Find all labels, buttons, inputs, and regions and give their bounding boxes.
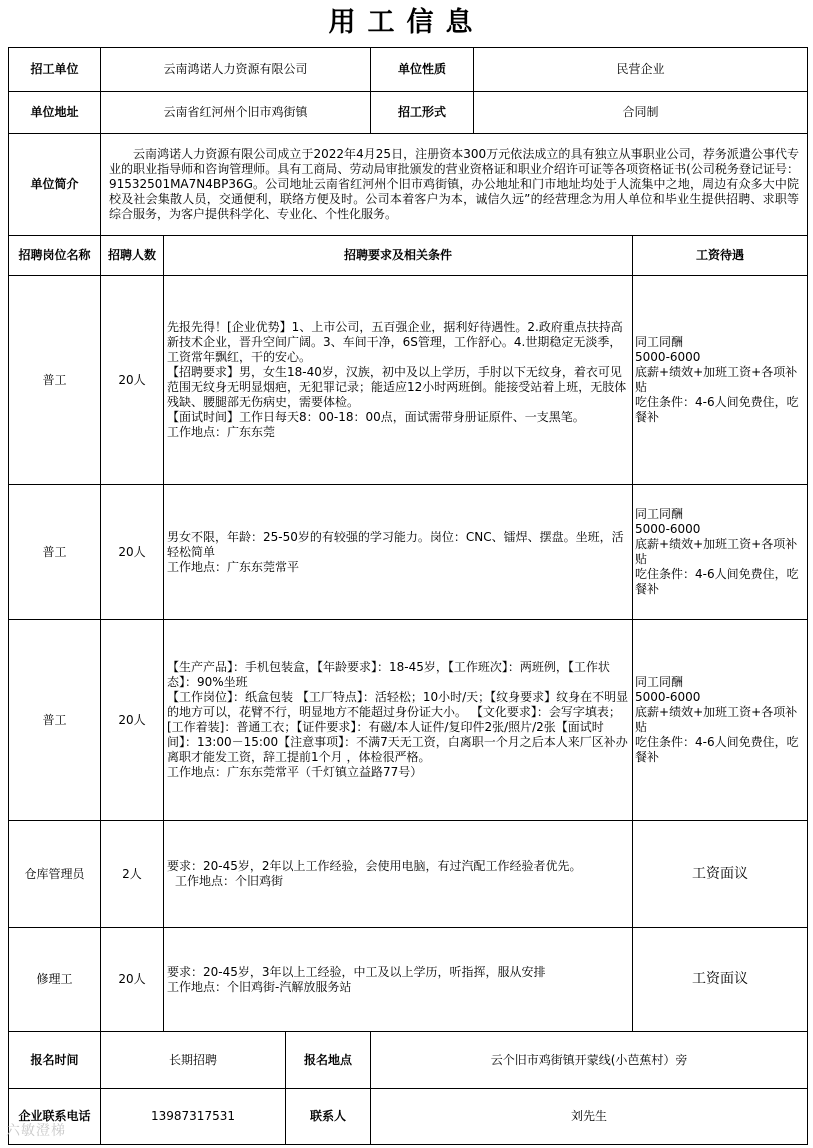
salary-line: 吃住条件：4-6人间免费住，吃餐补 bbox=[635, 735, 799, 764]
job-count: 20人 bbox=[101, 928, 164, 1032]
job-position: 普工 bbox=[9, 485, 101, 620]
job-salary bbox=[633, 620, 808, 821]
contact-row bbox=[9, 1089, 808, 1145]
job-count: 20人 bbox=[101, 276, 164, 485]
salary-line: 吃住条件：4-6人间免费住，吃餐补 bbox=[635, 567, 799, 596]
job-salary bbox=[633, 485, 808, 620]
job-position: 普工 bbox=[9, 276, 101, 485]
phone-label: 企业联系电话 bbox=[9, 1089, 101, 1145]
company-name: 云南鸿诺人力资源有限公司 bbox=[101, 48, 371, 92]
job-requirements bbox=[164, 276, 633, 485]
jobs-header-row bbox=[9, 236, 808, 276]
work-location: 工作地点：个旧鸡街 bbox=[175, 874, 284, 888]
salary-line: 吃住条件：4-6人间免费住，吃餐补 bbox=[635, 395, 799, 424]
signup-row bbox=[9, 1032, 808, 1089]
job-requirements bbox=[164, 485, 633, 620]
job-salary: 工资面议 bbox=[633, 928, 808, 1032]
salary-line: 同工同酬 bbox=[635, 335, 684, 349]
job-count: 20人 bbox=[101, 620, 164, 821]
salary-range: 5000-6000 bbox=[635, 350, 701, 364]
requirement-line: 要求：20-45岁，3年以上工经验，中工及以上学历，听指挥，服从安排 bbox=[167, 964, 546, 979]
contact-person: 刘先生 bbox=[371, 1089, 808, 1145]
work-location: 工作地点：广东东莞常平 bbox=[167, 559, 300, 574]
requirement-line: 【工作岗位】：纸盒包装 【工厂特点】：活轻松；10小时/天；【纹身要求】纹身在不明显的地方可以，花臂不行，明显地方不能超过身份证大小。 【文化要求】：会写字填表；[工作着装]：普通工衣；【证件要求】：有磁/本人证件/复印件2张/照片/2张【面试时间】：13:00－15:00【注意事项】：不满7天无工资，白离职一个月之后本人来厂区补办离职才能发工资，辞工提前1个月 ，体检很严格。 bbox=[167, 690, 629, 764]
salary-line: 底薪+绩效+加班工资+各项补贴 bbox=[635, 365, 798, 394]
signup-time: 长期招聘 bbox=[101, 1032, 286, 1089]
requirement-line: 【面试时间】工作日每天8：00-18：00点，面试需带身册证原件、一支黑笔。 bbox=[167, 410, 585, 424]
salary-line: 同工同酬 bbox=[635, 507, 684, 521]
work-location: 工作地点：广东东莞常平（千灯镇立益路77号） bbox=[167, 765, 423, 779]
job-requirements bbox=[164, 821, 633, 928]
job-count: 20人 bbox=[101, 485, 164, 620]
job-row bbox=[9, 620, 808, 821]
requirement-line: 要求：20-45岁，2年以上工作经验，会使用电脑，有过汽配工作经验者优先。 bbox=[167, 859, 582, 873]
job-position: 普工 bbox=[9, 620, 101, 821]
contact-label: 联系人 bbox=[286, 1089, 371, 1145]
salary-range: 5000-6000 bbox=[635, 690, 701, 704]
company-name-row bbox=[9, 48, 808, 92]
job-requirements bbox=[164, 620, 633, 821]
phone-number: 13987317531 bbox=[101, 1089, 286, 1145]
work-location: 工作地点：广东东莞 bbox=[167, 425, 276, 439]
count-header: 招聘人数 bbox=[101, 236, 164, 276]
salary-range: 5000-6000 bbox=[635, 522, 701, 536]
job-position: 修理工 bbox=[9, 928, 101, 1032]
hiring-form: 合同制 bbox=[474, 92, 808, 134]
company-nature: 民营企业 bbox=[474, 48, 808, 92]
signup-time-label: 报名时间 bbox=[9, 1032, 101, 1089]
signup-place: 云个旧市鸡街镇开蒙线(小芭蕉村）旁 bbox=[371, 1032, 808, 1089]
salary-line: 底薪+绩效+加班工资+各项补贴 bbox=[635, 705, 798, 734]
requirements-header: 招聘要求及相关条件 bbox=[164, 236, 633, 276]
page-title: 用工信息 bbox=[328, 7, 485, 38]
company-address: 云南省红河州个旧市鸡街镇 bbox=[101, 92, 371, 134]
hiring-form-label: 招工形式 bbox=[371, 92, 474, 134]
company-nature-label: 单位性质 bbox=[371, 48, 474, 92]
company-address-row bbox=[9, 92, 808, 134]
company-address-label: 单位地址 bbox=[9, 92, 101, 134]
job-row bbox=[9, 276, 808, 485]
requirement-line: 【招聘要求】男，女生18-40岁，汉族，初中及以上学历，手肘以下无纹身，着衣可见范围无纹身无明显烟疤，无犯罪记录；能适应12小时两班倒。能接受站着上班，无肢体残缺、腰腿部无伤病史，需要体检。 bbox=[167, 365, 627, 409]
signup-place-label: 报名地点 bbox=[286, 1032, 371, 1089]
salary-line: 同工同酬 bbox=[635, 675, 684, 689]
position-header: 招聘岗位名称 bbox=[9, 236, 101, 276]
job-count: 2人 bbox=[101, 821, 164, 928]
company-intro-label: 单位简介 bbox=[9, 134, 101, 236]
job-row bbox=[9, 821, 808, 928]
job-row bbox=[9, 928, 808, 1032]
work-location: 工作地点：个旧鸡街-汽解放服务站 bbox=[167, 979, 352, 994]
requirement-line: 先报先得！[企业优势】1、上市公司，五百强企业，据利好待遇性。2.政府重点扶持高 新技术企业，晋升空间广阔。3、车间干净，6S管理，工作舒心。4.世期稳定无淡季，工资常年飘红，干的安心。 bbox=[167, 320, 623, 364]
job-salary: 工资面议 bbox=[633, 821, 808, 928]
job-row bbox=[9, 485, 808, 620]
job-position: 仓库管理员 bbox=[9, 821, 101, 928]
company-name-label: 招工单位 bbox=[9, 48, 101, 92]
salary-line: 底薪+绩效+加班工资+各项补贴 bbox=[635, 537, 798, 566]
company-intro-row bbox=[9, 134, 808, 236]
recruitment-table bbox=[8, 47, 808, 1145]
job-requirements bbox=[164, 928, 633, 1032]
watermark: 六敏澄梯 bbox=[6, 1123, 66, 1139]
requirement-line: 【生产产品】：手机包装盒，【年龄要求】：18-45岁，【工作班次】：两班例，【工作状态】：90%坐班 bbox=[167, 660, 610, 689]
requirement-line: 男女不限，年龄：25-50岁的有较强的学习能力。岗位：CNC、镭焊、摆盘。坐班，活轻松简单 bbox=[167, 529, 624, 559]
company-intro: 云南鸿诺人力资源有限公司成立于2022年4月25日，注册资本300万元依法成立的具有独立从事职业公司，荐务派遣公事代专业的职业指导师和咨询管理师。具有工商局、劳动局审批颁发的营业资格证和职业介绍许可证等各项资格证书(公司税务登记证号：91532501MA7N4BP36G。公司地址云南省红河州个旧市鸡街镇，办公地址和门市地址均处于人流集中之地，周边有众多大中院校及社会集散人员，交通便利，联络方便及时。公司本着客户为本，诚信久远”的经营理念为用人单位和毕业生提供招聘、求职等综合服务，为客户提供科学化、专业化、个性化服务。 bbox=[101, 134, 808, 236]
job-salary bbox=[633, 276, 808, 485]
salary-header: 工资待遇 bbox=[633, 236, 808, 276]
